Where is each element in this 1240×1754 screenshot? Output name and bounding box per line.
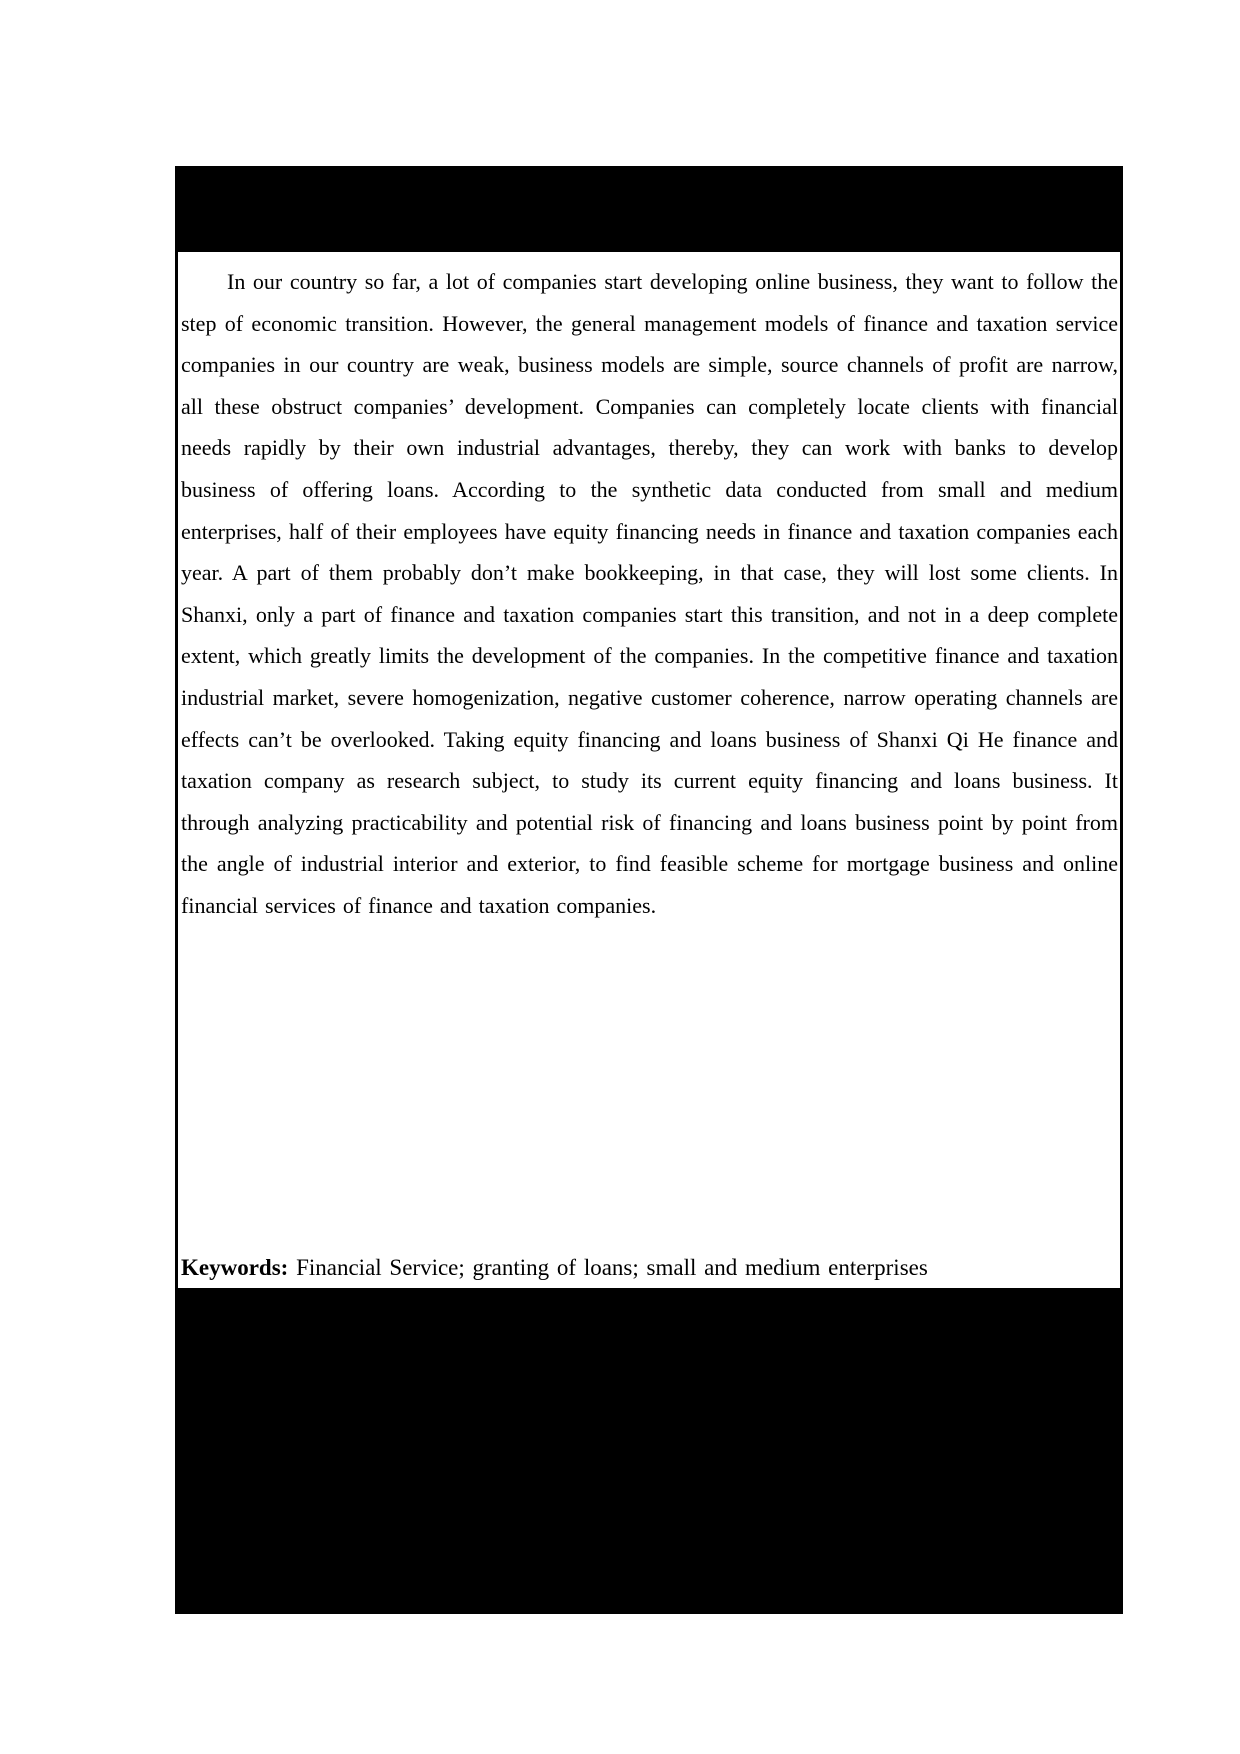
keywords-line — [181, 1253, 1118, 1283]
keywords-label: Keywords: — [181, 1255, 289, 1280]
keywords-text: Financial Service; granting of loans; small and medium enterprises — [288, 1255, 928, 1280]
redacted-footer-block — [175, 1288, 1123, 1614]
abstract-cell — [175, 252, 1123, 1288]
abstract-paragraph: In our country so far, a lot of companies start developing online business, they want to follow the step of economic transition. However, the general management models of finance and taxation service companies in our country are weak, business models are simple, source channels of profit are narrow, all these obstruct companies’ development. Companies can completely locate clients with financial needs rapidly by their own industrial advantages, thereby, they can work with banks to develop business of offering loans. According to the synthetic data conducted from small and medium enterprises, half of their employees have equity financing needs in finance and taxation companies each year. A part of them probably don’t make bookkeeping, in that case, they will lost some clients. In Shanxi, only a part of finance and taxation companies start this transition, and not in a deep complete extent, which greatly limits the development of the companies. In the competitive finance and taxation industrial market, severe homogenization, negative customer coherence, narrow operating channels are effects can’t be overlooked. Taking equity financing and loans business of Shanxi Qi He finance and taxation company as research subject, to study its current equity financing and loans business. It through analyzing practicability and potential risk of financing and loans business point by point from the angle of industrial interior and exterior, to find feasible scheme for mortgage business and online financial services of finance and taxation companies. — [181, 269, 1118, 918]
redacted-title-block — [175, 166, 1123, 252]
